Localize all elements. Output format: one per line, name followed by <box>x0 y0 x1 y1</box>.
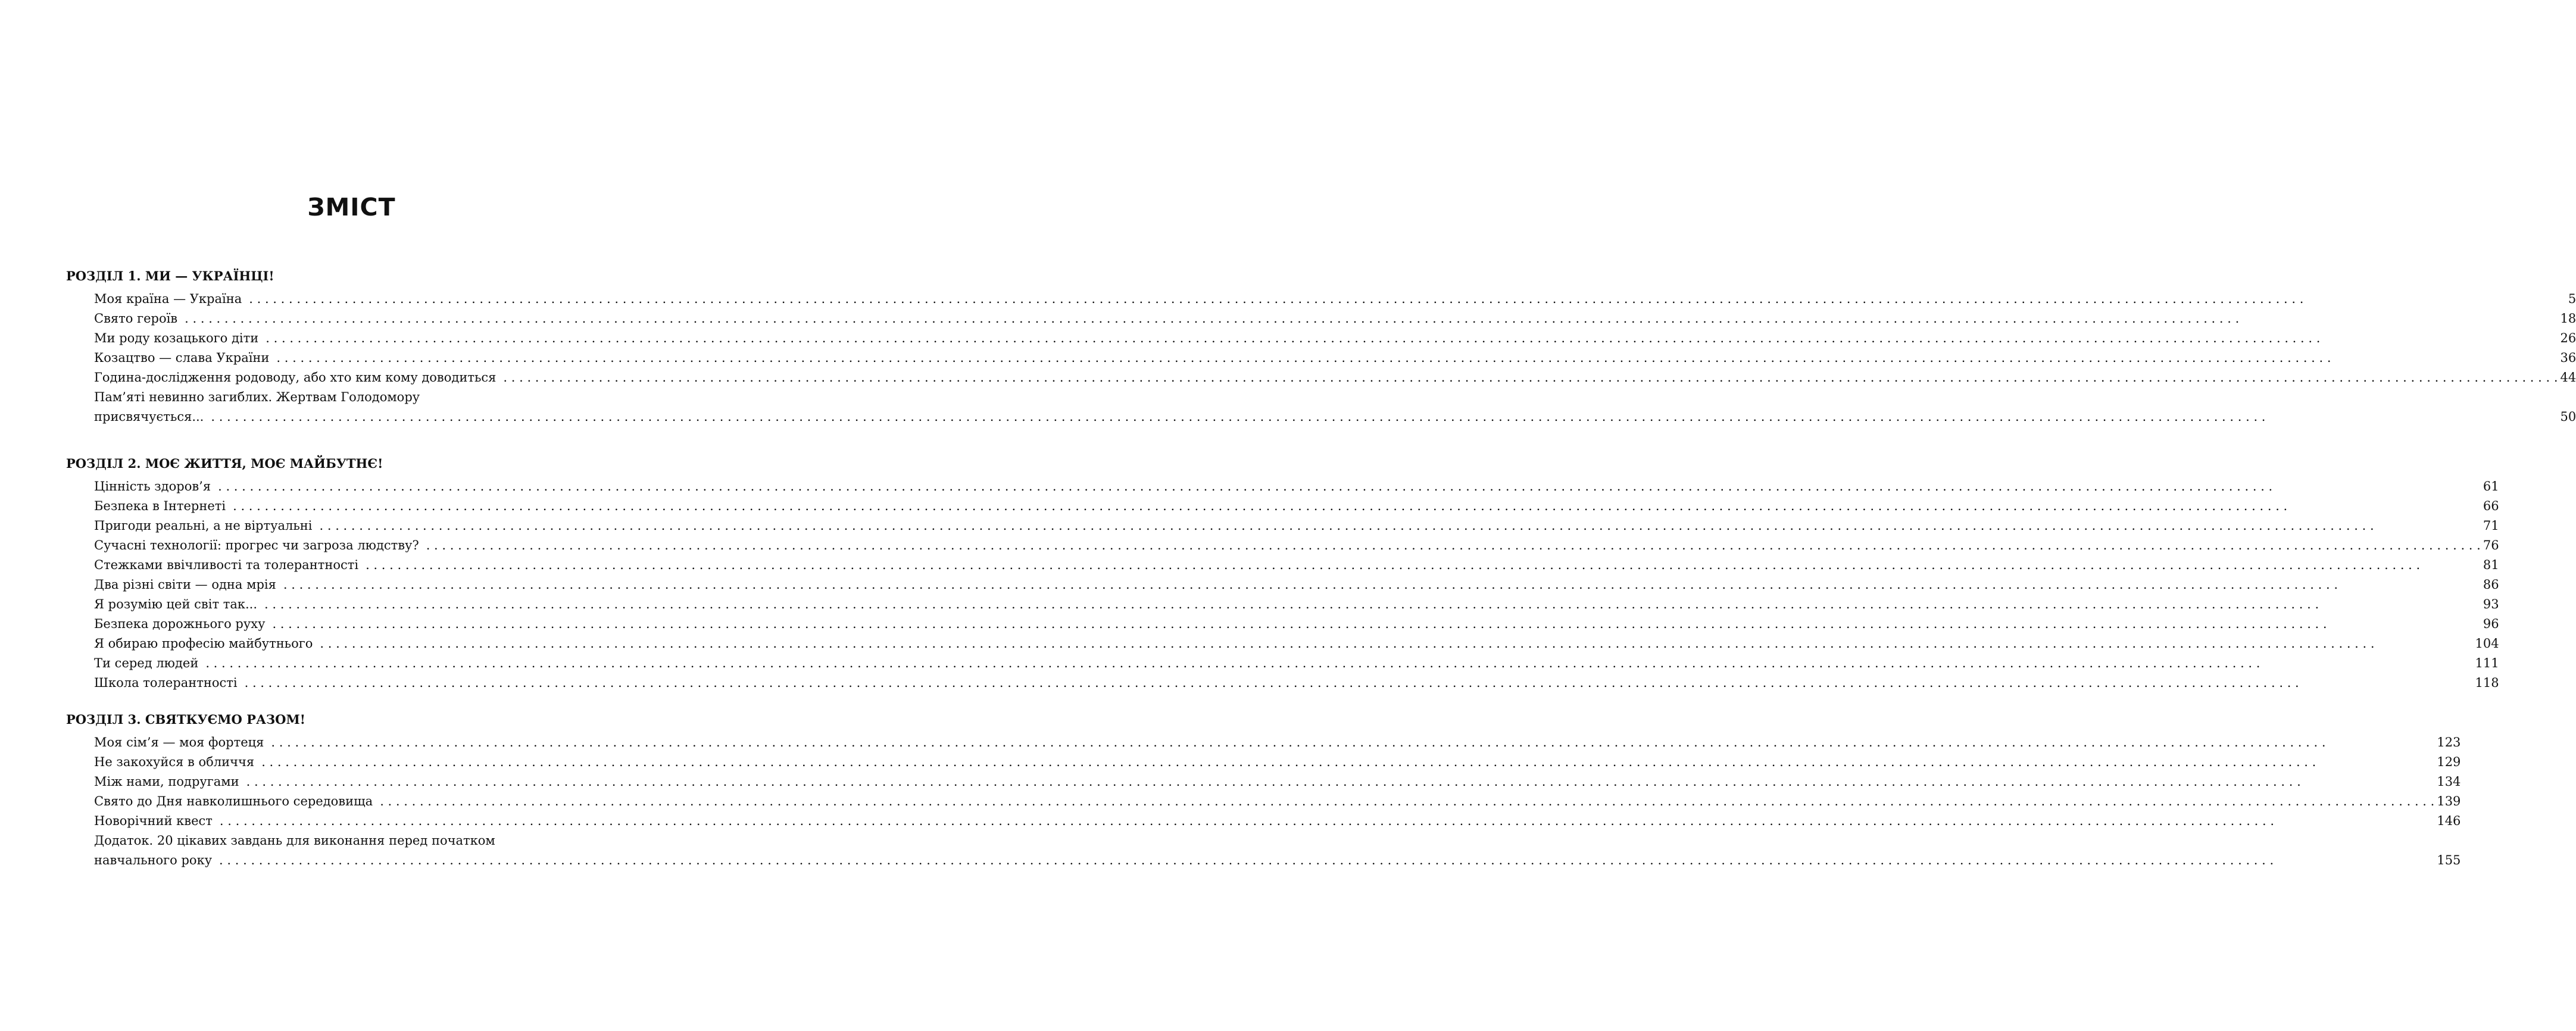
entry-page: 118 <box>2475 676 2499 690</box>
entry-page: 36 <box>2560 351 2576 365</box>
entry-title: Школа толерантності <box>94 676 238 690</box>
entry-title: Безпека дорожнього руху <box>94 617 266 631</box>
page-title: ЗМІСТ <box>307 193 396 221</box>
toc-entry <box>94 654 2499 673</box>
leader-dots <box>426 536 2481 555</box>
toc-entry <box>94 673 2499 693</box>
section-heading: РОЗДІЛ 2. МОЄ ЖИТТЯ, МОЄ МАЙБУТНЄ! <box>66 456 383 471</box>
entry-title: Козацтво — слава України <box>94 351 270 365</box>
leader-dots <box>320 634 2472 654</box>
entry-page: 66 <box>2483 499 2499 513</box>
toc-entry <box>94 496 2499 516</box>
entry-title-line1: Додаток. 20 цікавих завдань для виконання перед початком <box>94 833 495 848</box>
entry-page: 139 <box>2437 794 2461 808</box>
entry-title: Моя сім’я — моя фортеця <box>94 735 264 749</box>
leader-dots <box>276 348 2558 368</box>
entry-page: 50 <box>2560 410 2576 424</box>
entry-title: Я обираю професію майбутнього <box>94 636 313 651</box>
leader-dots <box>380 792 2434 811</box>
leader-dots <box>266 329 2558 348</box>
entry-title: Пригоди реальні, а не віртуальні <box>94 518 313 533</box>
toc-entry <box>94 752 2461 772</box>
entry-page: 76 <box>2483 538 2499 552</box>
section-heading: РОЗДІЛ 1. МИ — УКРАЇНЦІ! <box>66 268 274 283</box>
entry-title: Стежками ввічливості та толерантності <box>94 558 359 572</box>
entry-page: 71 <box>2483 518 2499 533</box>
toc-entry <box>94 348 2576 368</box>
entry-title: Ми роду козацького діти <box>94 331 259 345</box>
entry-title: Ти серед людей <box>94 656 199 670</box>
entry-title: Свято до Дня навколишнього середовища <box>94 794 373 808</box>
toc-entry <box>94 289 2576 309</box>
leader-dots <box>245 673 2473 693</box>
entry-title: Свято героїв <box>94 311 178 326</box>
entry-title: Цінність здоров’я <box>94 479 211 493</box>
entry-page: 96 <box>2483 617 2499 631</box>
toc-entry <box>94 536 2499 555</box>
entry-page: 111 <box>2475 656 2499 670</box>
section-heading: РОЗДІЛ 3. СВЯТКУЄМО РАЗОМ! <box>66 712 305 727</box>
entry-page: 155 <box>2437 853 2461 867</box>
entry-page: 81 <box>2483 558 2499 572</box>
entry-page: 129 <box>2437 755 2461 769</box>
entry-page: 146 <box>2437 814 2461 828</box>
toc-section-2 <box>66 455 2499 693</box>
entry-page: 44 <box>2560 370 2576 385</box>
leader-dots <box>503 368 2558 388</box>
leader-dots <box>220 811 2434 831</box>
entry-page: 104 <box>2475 636 2499 651</box>
leader-dots <box>246 772 2435 792</box>
leader-dots <box>272 614 2480 634</box>
toc-entry <box>94 407 2576 427</box>
leader-dots <box>366 555 2481 575</box>
entry-title: Не закохуйся в обличчя <box>94 755 255 769</box>
toc-entry <box>94 575 2499 595</box>
entry-page: 61 <box>2483 479 2499 493</box>
entry-title: Безпека в Інтернеті <box>94 499 226 513</box>
toc-entry <box>94 772 2461 792</box>
toc-entry <box>94 851 2461 870</box>
toc-entry <box>94 595 2499 614</box>
entry-page: 93 <box>2483 597 2499 611</box>
entry-page: 134 <box>2437 774 2461 789</box>
entry-title: Сучасні технології: прогрес чи загроза людству? <box>94 538 419 552</box>
toc-entry <box>94 733 2461 752</box>
entry-title-line1: Пам’яті невинно загиблих. Жертвам Голодомору <box>94 390 420 404</box>
entry-title: Я розумію цей світ так... <box>94 597 258 611</box>
toc-entry <box>94 555 2499 575</box>
entry-title: навчального року <box>94 853 213 867</box>
toc-entry <box>94 309 2576 329</box>
leader-dots <box>271 733 2434 752</box>
entry-title: Між нами, подругами <box>94 774 239 789</box>
toc-section-1 <box>66 268 2576 427</box>
entry-page: 123 <box>2437 735 2461 749</box>
toc-entry <box>94 477 2499 496</box>
entry-title: Два різні світи — одна мрія <box>94 577 276 592</box>
toc-entry <box>94 329 2576 348</box>
entry-title: присвячується... <box>94 410 204 424</box>
entry-page: 86 <box>2483 577 2499 592</box>
leader-dots <box>211 407 2558 427</box>
leader-dots <box>233 496 2481 516</box>
toc-entry <box>94 516 2499 536</box>
entry-title: Новорічний квест <box>94 814 213 828</box>
leader-dots <box>261 752 2434 772</box>
leader-dots <box>264 595 2481 614</box>
entry-title: Година-дослідження родоводу, або хто ким кому доводиться <box>94 370 497 385</box>
leader-dots <box>249 289 2562 309</box>
toc-entry <box>94 811 2461 831</box>
toc-entry <box>94 368 2576 388</box>
toc-entry <box>94 792 2461 811</box>
entry-page: 18 <box>2560 311 2576 326</box>
entry-page: 5 <box>2568 292 2576 306</box>
leader-dots <box>218 477 2481 496</box>
leader-dots <box>219 851 2434 870</box>
toc-section-3 <box>66 711 2461 870</box>
leader-dots <box>283 575 2481 595</box>
leader-dots <box>185 309 2558 329</box>
toc-entry <box>94 614 2499 634</box>
leader-dots <box>205 654 2472 673</box>
toc-entry <box>94 634 2499 654</box>
entry-title: Моя країна — Україна <box>94 292 242 306</box>
leader-dots <box>320 516 2481 536</box>
entry-page: 26 <box>2560 331 2576 345</box>
